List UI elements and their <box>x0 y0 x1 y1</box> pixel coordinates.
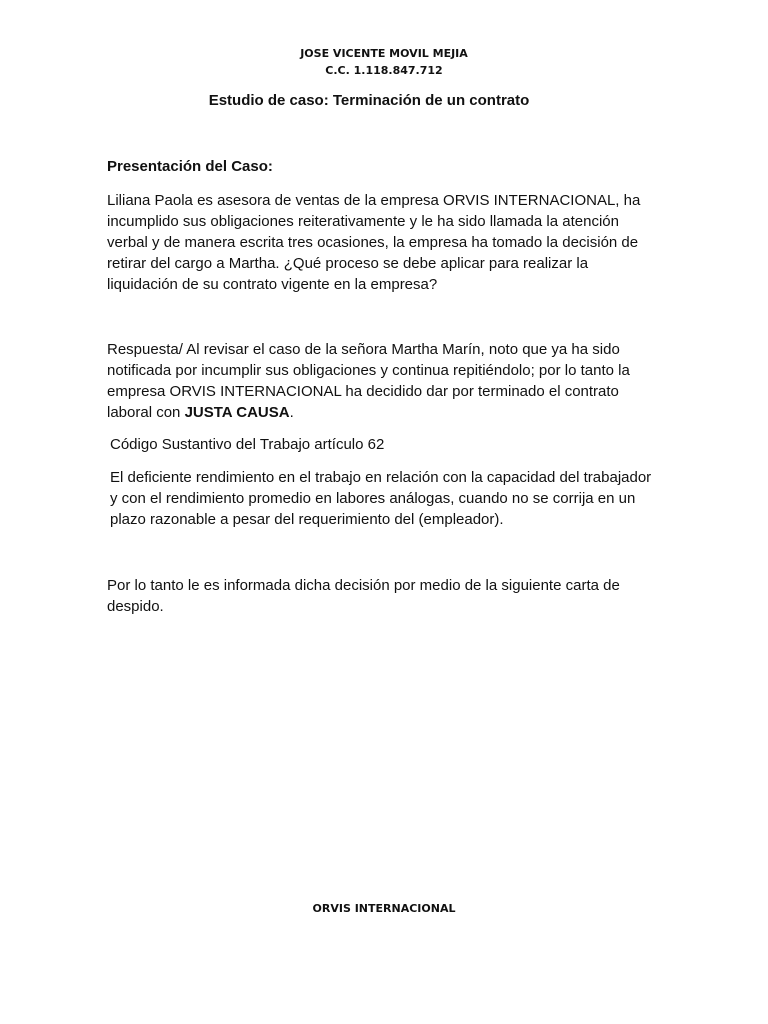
answer-paragraph <box>107 339 652 423</box>
author-id: C.C. 1.118.847.712 <box>325 64 443 77</box>
conclusion-paragraph: Por lo tanto le es informada dicha decisión por medio de la siguiente carta de despido. <box>107 577 620 615</box>
author-name: JOSE VICENTE MOVIL MEJIA <box>300 47 468 60</box>
answer-end: . <box>289 404 294 421</box>
footer-company: ORVIS INTERNACIONAL <box>312 902 456 915</box>
answer-text: Respuesta/ Al revisar el caso de la señora Martha Marín, noto que ya ha sido notificada por incumplir sus obligaciones y continua repitiéndolo; por lo tanto la empresa ORVIS INTERNACIONAL ha decidido dar por terminado el contrato laboral con <box>107 341 630 421</box>
answer-emphasis: JUSTA CAUSA <box>184 404 290 421</box>
presentation-heading: Presentación del Caso: <box>107 158 273 175</box>
presentation-paragraph: Liliana Paola es asesora de ventas de la empresa ORVIS INTERNACIONAL, ha incumplido sus obligaciones reiterativamente y le ha sido llamada la atención verbal y de manera escrita tres ocasiones, la empresa ha tomado la decisión de retirar del cargo a Martha. ¿Qué proceso se debe aplicar para realizar la liquidación de su contrato vigente en la empresa? <box>107 192 641 293</box>
legal-text-paragraph: El deficiente rendimiento en el trabajo en relación con la capacidad del trabajador y con el rendimiento promedio en labores análogas, cuando no se corrija en un plazo razonable a pesar del requerimiento del (empleador). <box>110 469 652 528</box>
document-title: Estudio de caso: Terminación de un contrato <box>208 92 530 109</box>
legal-reference: Código Sustantivo del Trabajo artículo 62 <box>110 436 385 453</box>
